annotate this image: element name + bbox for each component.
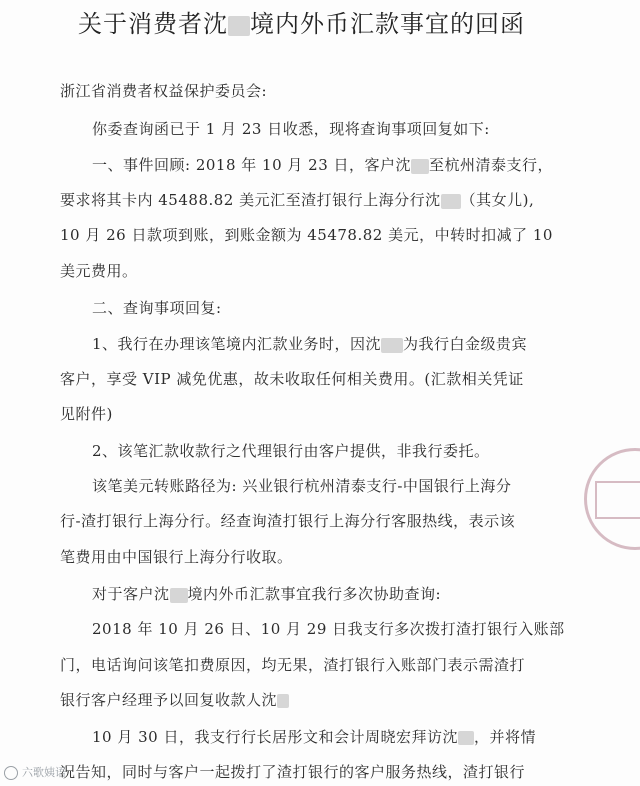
intro-paragraph: 你委查询函已于 1 月 23 日收悉，现将查询事项回复如下: (92, 120, 490, 138)
weibo-icon (4, 766, 18, 780)
followup-heading: 对于客户沈 境内外币汇款事宜我行多次协助查询: (92, 585, 442, 603)
followup-p2-line2: 况告知，同时与客户一起拨打了渣打银行的客户服务热线，渣打银行 (60, 763, 526, 781)
redacted-name (441, 194, 461, 209)
addressee: 浙江省消费者权益保护委员会: (60, 82, 268, 100)
section1-line2: 要求将其卡内 45488.82 美元汇至渣打银行上海分行沈 （其女儿), (60, 191, 535, 209)
route-line2: 行-渣打银行上海分行。经查询渣打银行上海分行客服热线，表示该 (60, 512, 516, 530)
redacted-name (411, 159, 429, 174)
followup-p1-line2: 门，电话询问该笔扣费原因，均无果，渣打银行入账部门表示需渣打 (60, 656, 526, 674)
redacted-name (228, 16, 250, 36)
redacted-name (170, 588, 188, 603)
item1-line1: 1、我行在办理该笔境内汇款业务时，因沈 为我行白金级贵宾 (92, 335, 528, 353)
redacted-name (458, 731, 474, 745)
item1-line2: 客户，享受 VIP 减免优惠，故未收取任何相关费用。(汇款相关凭证 (60, 370, 524, 388)
document-title: 关于消费者沈 境内外币汇款事宜的回函 (78, 10, 525, 38)
item1-line3: 见附件) (60, 405, 113, 423)
route-line3: 笔费用由中国银行上海分行收取。 (60, 548, 293, 566)
route-line1: 该笔美元转账路径为: 兴业银行杭州清泰支行-中国银行上海分 (92, 477, 512, 495)
section1-line4: 美元费用。 (60, 262, 138, 280)
section1-line1: 一、事件回顾: 2018 年 10 月 23 日，客户沈 至杭州清泰支行， (92, 156, 554, 174)
redacted-name (381, 338, 403, 353)
watermark: 六歌姨语 (4, 764, 66, 780)
official-seal-stamp (584, 448, 640, 550)
followup-p1-line3: 银行客户经理予以回复收款人沈 (60, 689, 289, 710)
item2-paragraph: 2、该笔汇款收款行之代理银行由客户提供，非我行委托。 (92, 442, 490, 460)
followup-p2-line1: 10 月 30 日，我支行行长居彤文和会计周晓宏拜访沈 ，并将情 (92, 728, 536, 746)
followup-p1-line1: 2018 年 10 月 26 日、10 月 29 日我支行多次拨打渣打银行入账部 (92, 620, 565, 638)
section1-line3: 10 月 26 日款项到账，到账金额为 45478.82 美元，中转时扣减了 10 (60, 226, 553, 244)
seal-date-box (595, 481, 640, 519)
section2-heading: 二、查询事项回复: (92, 299, 222, 317)
redacted-name (277, 694, 289, 708)
